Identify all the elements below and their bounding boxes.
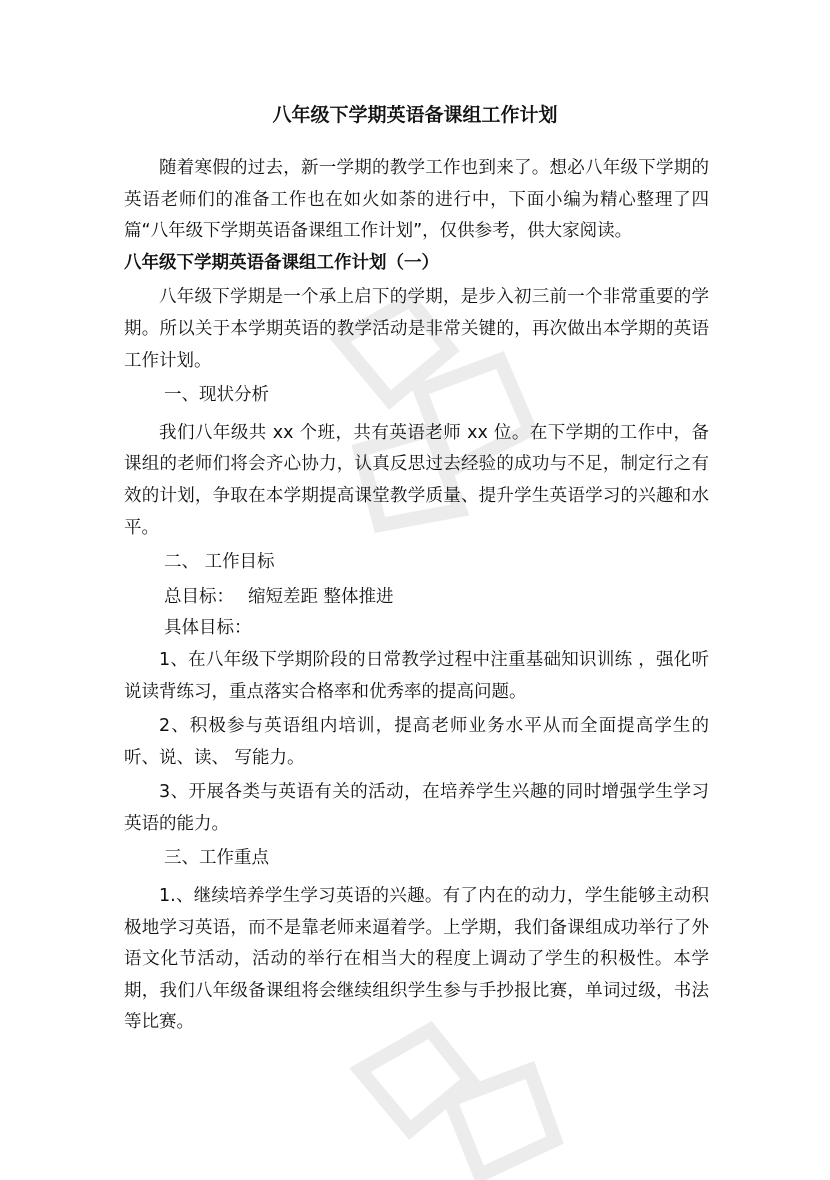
paragraph-status: 我们八年级共 xx 个班，共有英语老师 xx 位。在下学期的工作中，备课组的老师们将会齐心协力，认真反思过去经验的成功与不足，制定行之有效的计划，争取在本学期提高课堂教学质量、提升学生英语学习的兴趣和水平。 (124, 422, 709, 538)
overall-goal (124, 582, 709, 614)
heading-work-focus: 三、工作重点 (164, 848, 269, 869)
overall-goal-label: 总目标： (164, 586, 234, 607)
goal-item-2: 2、积极参与英语组内培训，提高老师业务水平从而全面提高学生的听、说、读、 写能力。 (124, 716, 709, 768)
document-body (124, 153, 709, 1039)
goal-item-3: 3、开展各类与英语有关的活动，在培养学生兴趣的同时增强学生学习英语的能力。 (124, 782, 709, 834)
paragraph-overview: 八年级下学期是一个承上启下的学期，是步入初三前一个非常重要的学期。所以关于本学期英语的教学活动是非常关键的，再次做出本学期的英语工作计划。 (124, 287, 709, 371)
specific-goals-label: 具体目标： (164, 618, 252, 639)
heading-status-analysis: 一、现状分析 (164, 385, 269, 406)
section-heading: 八年级下学期英语备课组工作计划（一） (124, 252, 439, 273)
focus-item-1: 1.、继续培养学生学习英语的兴趣。有了内在的动力，学生能够主动积极地学习英语，而不是靠老师来逼着学。上学期，我们备课组成功举行了外语文化节活动，活动的举行在相当大的程度上调动了学生的积极性。本学期，我们八年级备课组将会继续组织学生参与手抄报比赛，单词过级，书法等比赛。 (124, 886, 709, 1033)
overall-goal-value: 缩短差距 整体推进 (248, 586, 394, 607)
intro-paragraph: 随着寒假的过去，新一学期的教学工作也到来了。想必八年级下学期的英语老师们的准备工作也在如火如荼的进行中，下面小编为精心整理了四篇“八年级下学期英语备课组工作计划”，仅供参考，供大家阅读。 (124, 158, 709, 242)
heading-work-goals: 二、 工作目标 (164, 552, 275, 573)
goal-item-1: 1、在八年级下学期阶段的日常教学过程中注重基础知识训练 ，强化听说读背练习，重点落实合格率和优秀率的提高问题。 (124, 649, 709, 702)
document-title: 八年级下学期英语备课组工作计划 (272, 104, 558, 126)
